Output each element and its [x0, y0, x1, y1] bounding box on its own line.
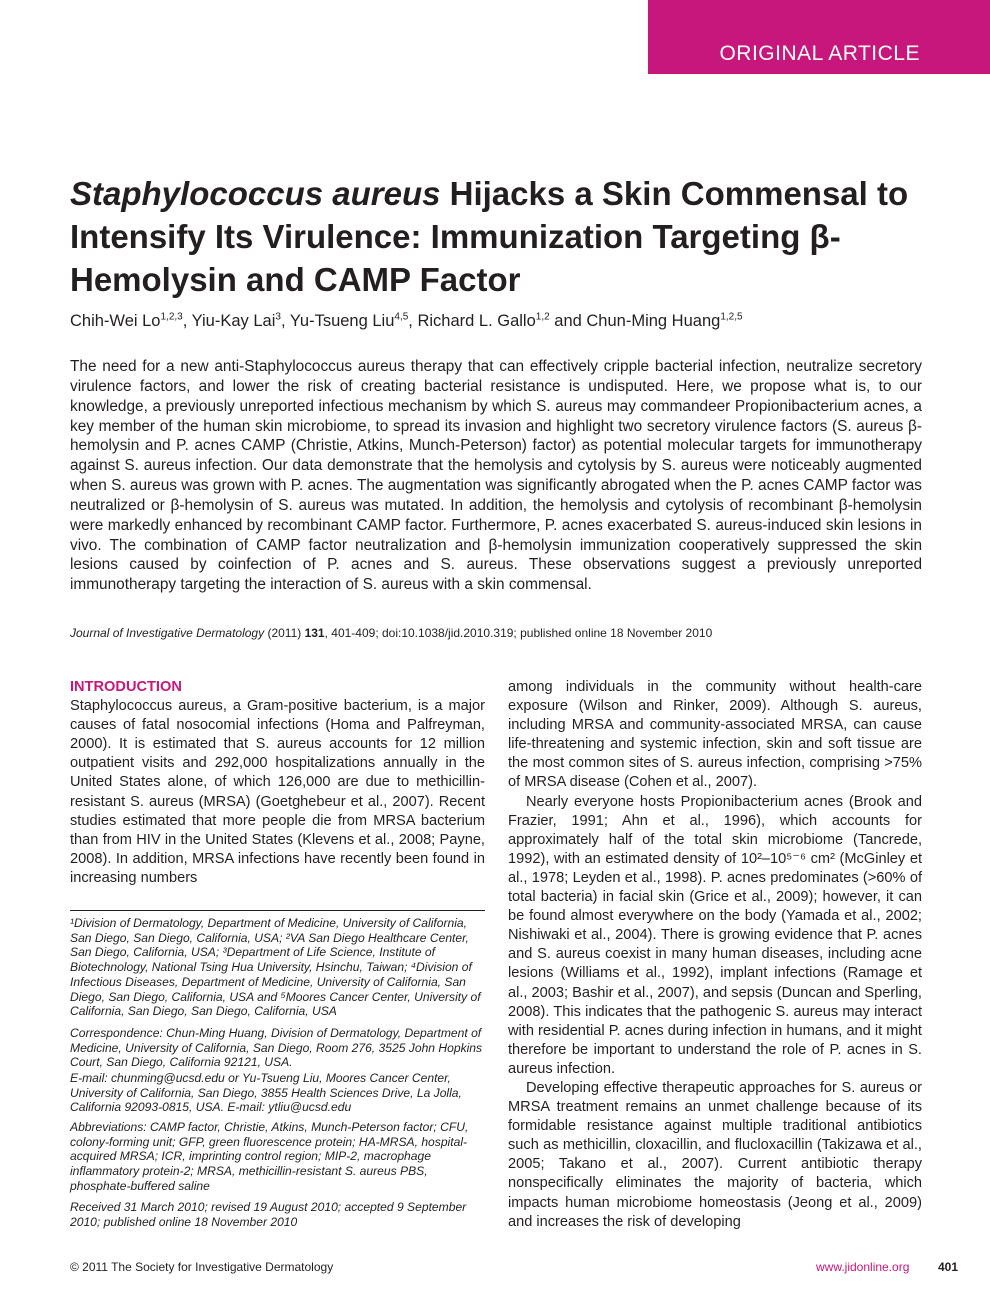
author: Richard L. Gallo$^{1,2}$ and — [417, 311, 587, 330]
left-column — [70, 678, 485, 888]
copyright-notice: © 2011 The Society for Investigative Dermatology — [70, 1260, 334, 1274]
author-list — [70, 306, 950, 332]
body-paragraph: Nearly everyone hosts Propionibacterium acnes (Brook and Frazier, 1991; Ahn et al., 1996), which accounts for approximately half of the total skin microbiome (Tancrede, 1992), with an estimated density of 10²–10⁵⁻⁶ cm² (McGinley et al., 1978; Leyden et al., 1998). P. acnes predominates (>60% of total bacteria) in facial skin (Grice et al., 2009); however, it can be found almost everywhere on the body (Yamada et al., 2002; Nishiwaki et al., 2004). There is growing evidence that P. acnes and S. aureus coexist in many human diseases, including acne lesions (Williams et al., 1992), implant infections (Ramage et al., 2003; Bashir et al., 2007), and sepsis (Duncan and Sperling, 2008). This indicates that the pathogenic S. aureus may interact with residential P. acnes during infection in humans, and it might therefore be important to understand the role of P. acnes in S. aureus infection. — [508, 793, 922, 1077]
footnote-divider — [70, 910, 485, 911]
author: Yu-Tsueng Liu$^{4,5}$, — [289, 311, 418, 330]
section-heading-introduction: INTRODUCTION — [70, 679, 182, 695]
article-type-banner — [648, 0, 990, 74]
body-paragraph: among individuals in the community without health-care exposure (Wilson and Rinker, 2009). Although S. aureus, including MRSA and community-associated MRSA, can cause life-threatening and systemic infection, skin and soft tissue are the most common sites of S. aureus infection, comprising >75% of MRSA disease (Cohen et al., 2007). — [508, 679, 922, 791]
correspondence-footnote: Correspondence: Chun-Ming Huang, Division of Dermatology, Department of Medicine, University of California, San Diego, Room 276, 3525 John Hopkins Court, San Diego, California 92121, USA. — [70, 1026, 483, 1070]
citation-line: Journal of Investigative Dermatology (2011) 131, 401-409; doi:10.1038/jid.2010.319; published online 18 November 2010 — [70, 626, 713, 640]
volume: 131 — [304, 626, 325, 640]
affiliations-footnote: ¹Division of Dermatology, Department of Medicine, University of California, San Diego, San Diego, California, USA; ²VA San Diego Healthcare Center, San Diego, California, USA; ³Department of Life Science, Institute of Biotechnology, National Tsing Hua University, Hsinchu, Taiwan; ⁴Division of Infectious Diseases, Department of Medicine, University of California, San Diego, San Diego, California, USA and ⁵Moores Cancer Center, University of California, San Diego, San Diego, California, USA — [70, 916, 481, 1019]
abstract: The need for a new anti-Staphylococcus aureus therapy that can effectively cripple bacterial infection, neutralize secretory virulence factors, and lower the risk of creating bacterial resistance is undisputed. Here, we propose what is, to our knowledge, a previously unreported infectious mechanism by which S. aureus may commandeer Propionibacterium acnes, a key member of the human skin microbiome, to spread its invasion and highlight two secretory virulence factors (S. aureus β-hemolysin and P. acnes CAMP (Christie, Atkins, Munch-Peterson) factor) as potential molecular targets for immunotherapy against S. aureus infection. Our data demonstrate that the hemolysis and cytolysis by S. aureus were noticeably augmented when S. aureus was grown with P. acnes. The augmentation was significantly abrogated when the P. acnes CAMP factor was neutralized or β-hemolysin of S. aureus was mutated. In addition, the hemolysis and cytolysis of recombinant β-hemolysin were markedly enhanced by recombinant CAMP factor. Furthermore, P. acnes exacerbated S. aureus-induced skin lesions in vivo. The combination of CAMP factor neutralization and β-hemolysin immunization cooperatively suppressed the skin lesions caused by coinfection of P. acnes and S. aureus. These observations suggest a previously unreported immunotherapy targeting the interaction of S. aureus with a skin commensal. — [70, 358, 922, 594]
article-type-label: ORIGINAL ARTICLE — [719, 42, 920, 65]
journal-name: Journal of Investigative Dermatology — [70, 626, 265, 640]
author: Chih-Wei Lo$^{1,2,3}$, — [70, 311, 192, 330]
received-footnote: Received 31 March 2010; revised 19 August 2010; accepted 9 September 2010; published online 18 November 2010 — [70, 1200, 467, 1229]
title-italic-part: Staphylococcus aureus — [70, 175, 441, 212]
author: Yiu-Kay Lai$^3$, — [191, 311, 290, 330]
body-paragraph: Developing effective therapeutic approaches for S. aureus or MRSA treatment remains an unmet challenge because of its formidable resistance against multiple traditional antibiotics such as methicillin, cloxacillin, and flucloxacillin (Takizawa et al., 2005; Takano et al., 2007). Current antibiotic therapy nonspecifically eliminates the majority of bacteria, which impacts human microbiome homeostasis (Jeong et al., 2009) and increases the risk of developing — [508, 1079, 922, 1230]
journal-website-link[interactable]: www.jidonline.org — [816, 1260, 910, 1274]
abbreviations-footnote: Abbreviations: CAMP factor, Christie, Atkins, Munch-Peterson factor; CFU, colony-forming unit; GFP, green fluorescence protein; HA-MRSA, hospital-acquired MRSA; ICR, imprinting control region; MIP-2, macrophage inflammatory protein-2; MRSA, methicillin-resistant S. aureus PBS, phosphate-buffered saline — [70, 1120, 469, 1193]
page-number: 401 — [938, 1260, 959, 1274]
body-paragraph: Staphylococcus aureus, a Gram-positive bacterium, is a major causes of fatal nosocomial infections (Homa and Palfreyman, 2000). It is estimated that S. aureus accounts for 12 million outpatient visits and 292,000 hospitalizations annually in the United States alone, of which 126,000 are due to methicillin-resistant S. aureus (MRSA) (Goetghebeur et al., 2007). Recent studies estimated that more people die from MRSA bacterium than from HIV in the United States (Klevens et al., 2008; Payne, 2008). In addition, MRSA infections have recently been found in increasing numbers — [70, 698, 485, 886]
right-column — [508, 678, 922, 1232]
title-rest: Hijacks a Skin Commensal to Intensify Its Virulence: Immunization Targeting β-Hemolysin and CAMP Factor — [70, 175, 909, 298]
article-title — [70, 172, 920, 301]
email-footnote: E-mail: chunming@ucsd.edu or Yu-Tsueng Liu, Moores Cancer Center, University of California, San Diego, 3855 Health Sciences Drive, La Jolla, California 92093-0815, USA. E-mail: ytliu@ucsd.edu — [70, 1071, 462, 1115]
author: Chun-Ming Huang$^{1,2,5}$ — [586, 311, 743, 330]
